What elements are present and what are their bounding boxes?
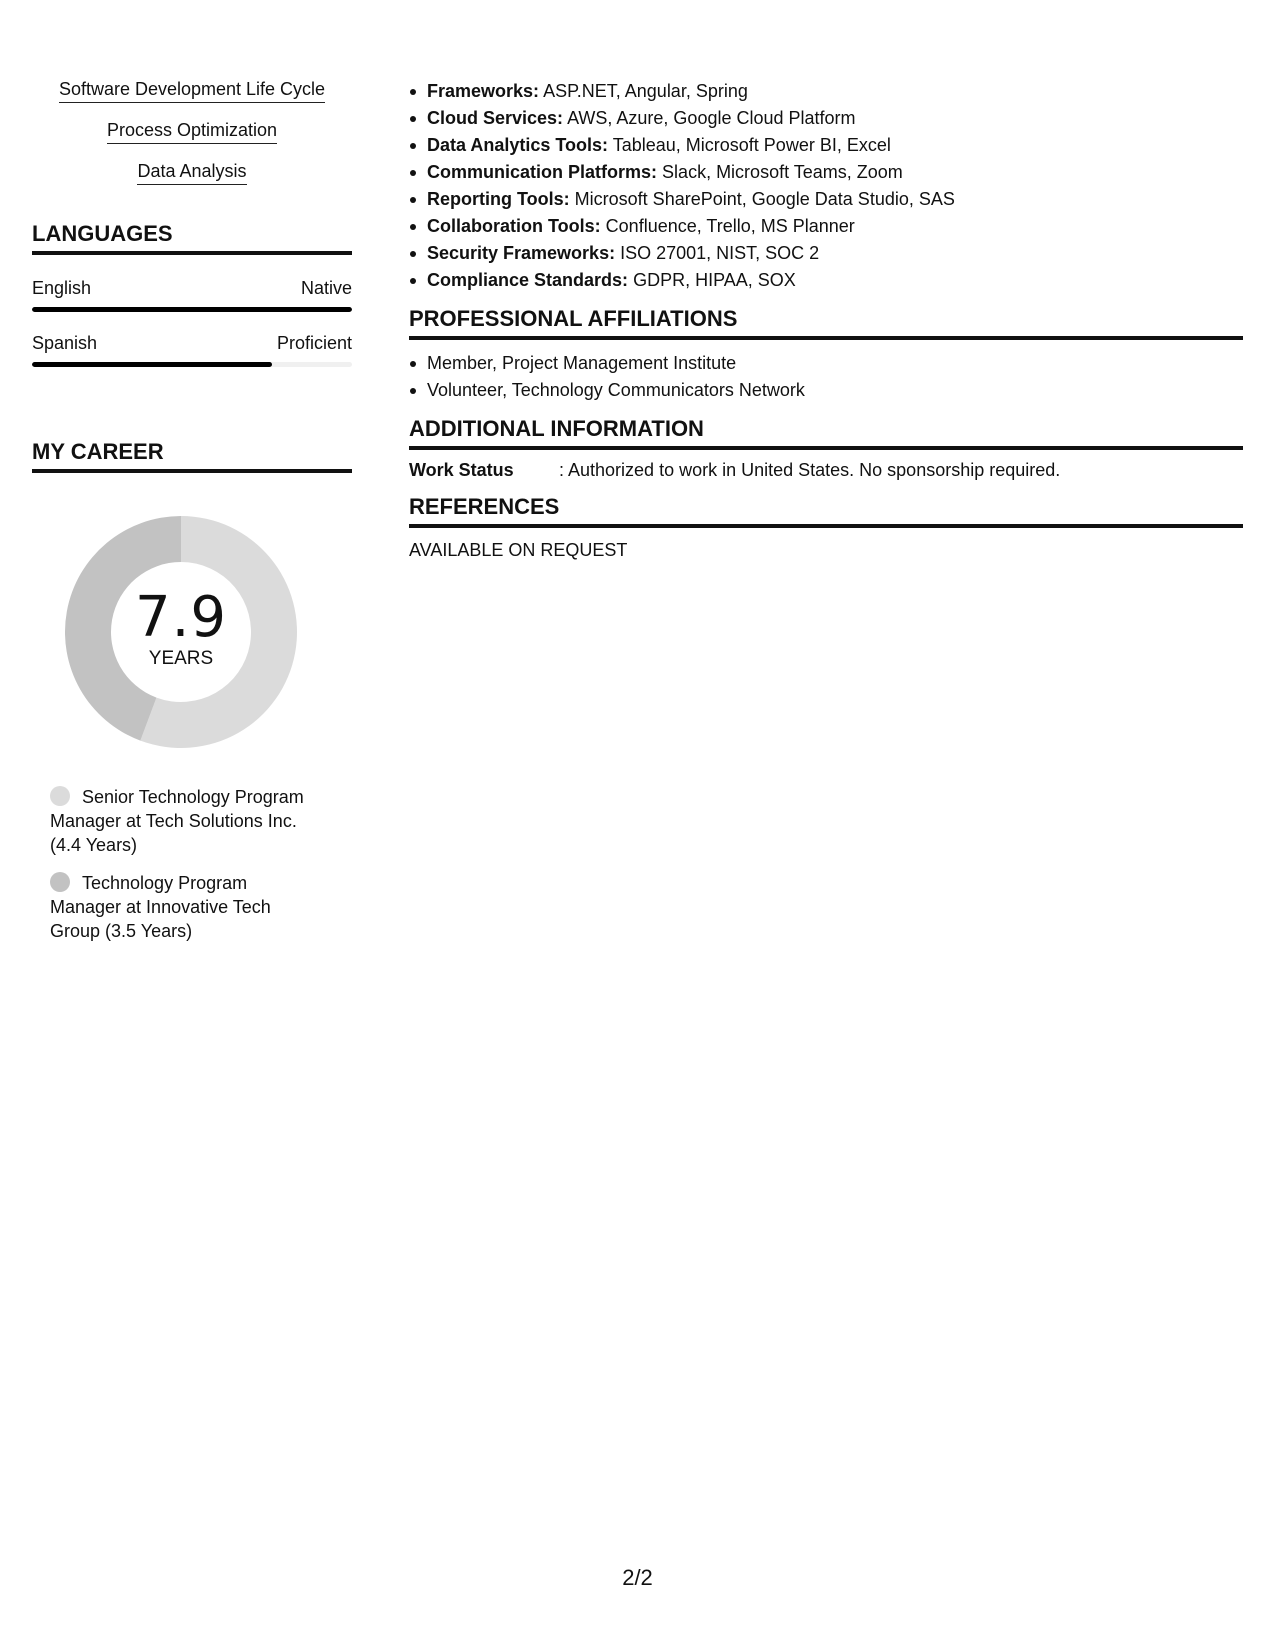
career-legend — [50, 785, 320, 943]
tool-value: AWS, Azure, Google Cloud Platform — [567, 108, 856, 128]
tool-label: Communication Platforms: — [427, 162, 658, 182]
career-total-unit: YEARS — [148, 648, 214, 669]
references-section — [409, 494, 1243, 562]
list-item — [427, 132, 1243, 159]
tool-label: Security Frameworks: — [427, 243, 616, 263]
legend-label: Technology Program Manager at Innovative Tech Group (3.5 Years) — [50, 873, 271, 941]
language-bar-fill — [32, 307, 352, 312]
legend-item — [50, 871, 320, 943]
affiliations-list — [409, 350, 1243, 404]
tool-value: ISO 27001, NIST, SOC 2 — [620, 243, 820, 263]
tool-label: Frameworks: — [427, 81, 540, 101]
language-name: English — [32, 278, 92, 298]
language-bar — [32, 307, 352, 312]
affiliations-heading: PROFESSIONAL AFFILIATIONS — [409, 306, 1243, 340]
legend-label: Senior Technology Program Manager at Tech Solutions Inc. (4.4 Years) — [50, 787, 304, 855]
tool-value: Confluence, Trello, MS Planner — [605, 216, 855, 236]
list-item — [427, 240, 1243, 267]
tool-label: Reporting Tools: — [427, 189, 570, 209]
career-donut-chart — [56, 507, 306, 757]
language-level: Native — [300, 278, 352, 298]
tool-label: Cloud Services: — [427, 108, 564, 128]
skill-tag: Data Analysis — [137, 160, 246, 185]
additional-info-section — [409, 416, 1243, 482]
tool-value: Slack, Microsoft Teams, Zoom — [662, 162, 903, 182]
legend-dot-icon — [50, 786, 70, 806]
list-item: Volunteer, Technology Communicators Network — [427, 377, 1243, 404]
affiliations-section — [409, 306, 1243, 404]
skill-tag: Software Development Life Cycle — [59, 78, 325, 103]
list-item — [427, 186, 1243, 213]
skill-tag: Process Optimization — [107, 119, 277, 144]
legend-item — [50, 785, 320, 857]
tool-value: GDPR, HIPAA, SOX — [633, 270, 796, 290]
list-item — [427, 105, 1243, 132]
list-item — [427, 159, 1243, 186]
legend-dot-icon — [50, 872, 70, 892]
work-status-label: Work Status — [409, 460, 514, 480]
references-heading: REFERENCES — [409, 494, 1243, 528]
tool-label: Collaboration Tools: — [427, 216, 601, 236]
right-column — [409, 78, 1243, 562]
tool-label: Data Analytics Tools: — [427, 135, 609, 155]
tool-value: Tableau, Microsoft Power BI, Excel — [612, 135, 891, 155]
language-name: Spanish — [32, 333, 98, 353]
left-column — [32, 78, 352, 957]
work-status-row — [409, 458, 1243, 482]
tool-value: ASP.NET, Angular, Spring — [543, 81, 748, 101]
career-heading: MY CAREER — [32, 439, 352, 473]
languages-list — [32, 277, 352, 367]
work-status-value: : Authorized to work in United States. No sponsorship required. — [559, 460, 1061, 480]
career-total-value: 7.9 — [134, 585, 228, 650]
list-item — [427, 213, 1243, 240]
donut-center — [56, 507, 306, 757]
list-item — [427, 78, 1243, 105]
tools-list — [409, 78, 1243, 294]
additional-info-heading: ADDITIONAL INFORMATION — [409, 416, 1243, 450]
list-item: Member, Project Management Institute — [427, 350, 1243, 377]
skills-list — [32, 78, 352, 185]
list-item — [427, 267, 1243, 294]
tool-value: Microsoft SharePoint, Google Data Studio, SAS — [574, 189, 955, 209]
page-number: 2/2 — [622, 1565, 653, 1590]
language-bar-fill — [32, 362, 272, 367]
languages-heading: LANGUAGES — [32, 221, 352, 255]
language-row — [32, 332, 352, 354]
tool-label: Compliance Standards: — [427, 270, 629, 290]
language-row — [32, 277, 352, 299]
references-text: AVAILABLE ON REQUEST — [409, 540, 628, 560]
language-level: Proficient — [276, 333, 352, 353]
language-bar — [32, 362, 352, 367]
